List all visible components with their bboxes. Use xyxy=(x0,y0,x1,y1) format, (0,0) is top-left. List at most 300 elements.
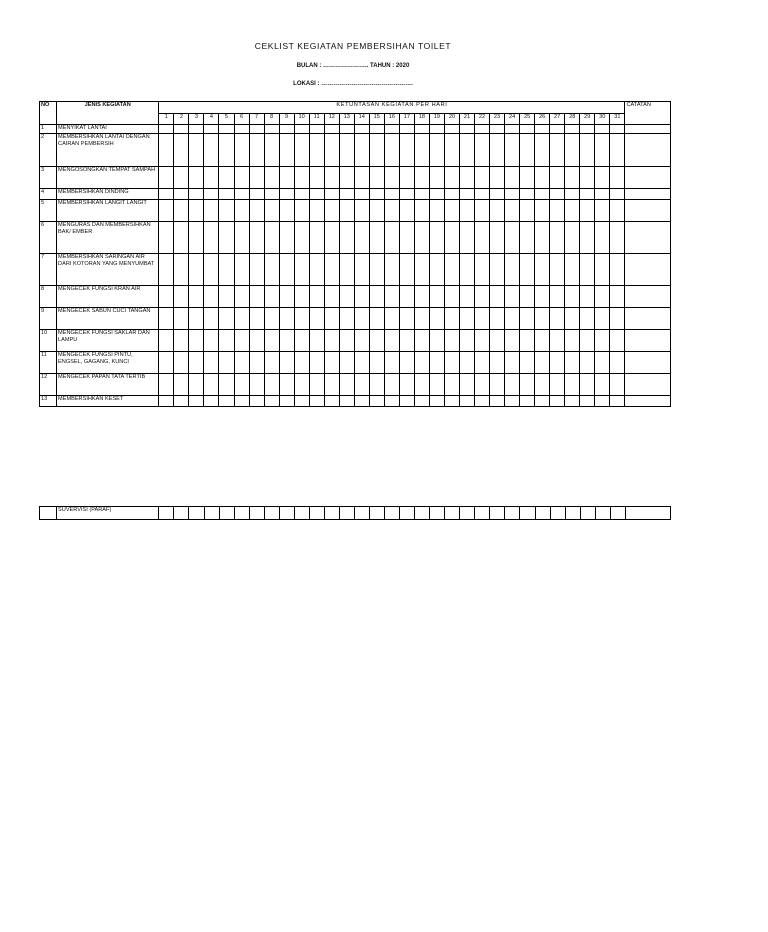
check-cell[interactable] xyxy=(520,125,535,134)
check-cell[interactable] xyxy=(354,396,369,407)
check-cell[interactable] xyxy=(490,134,505,167)
check-cell[interactable] xyxy=(324,222,339,254)
check-cell[interactable] xyxy=(264,167,279,189)
check-cell[interactable] xyxy=(459,374,474,396)
check-cell[interactable] xyxy=(174,352,189,374)
check-cell[interactable] xyxy=(159,134,174,167)
check-cell[interactable] xyxy=(444,167,459,189)
check-cell[interactable] xyxy=(429,308,444,330)
check-cell[interactable] xyxy=(249,330,264,352)
check-cell[interactable] xyxy=(369,125,384,134)
check-cell[interactable] xyxy=(444,222,459,254)
check-cell[interactable] xyxy=(505,222,520,254)
check-cell[interactable] xyxy=(475,167,490,189)
check-cell[interactable] xyxy=(459,396,474,407)
check-cell[interactable] xyxy=(610,352,625,374)
check-cell[interactable] xyxy=(189,286,204,308)
check-cell[interactable] xyxy=(309,134,324,167)
check-cell[interactable] xyxy=(264,396,279,407)
check-cell[interactable] xyxy=(279,352,294,374)
check-cell[interactable] xyxy=(459,222,474,254)
check-cell[interactable] xyxy=(429,254,444,286)
check-cell[interactable] xyxy=(565,134,580,167)
paraf-cell[interactable] xyxy=(354,507,369,520)
check-cell[interactable] xyxy=(414,352,429,374)
check-cell[interactable] xyxy=(219,134,234,167)
check-cell[interactable] xyxy=(219,286,234,308)
check-cell[interactable] xyxy=(475,189,490,200)
check-cell[interactable] xyxy=(520,200,535,222)
check-cell[interactable] xyxy=(249,189,264,200)
check-cell[interactable] xyxy=(444,286,459,308)
check-cell[interactable] xyxy=(550,396,565,407)
check-cell[interactable] xyxy=(279,200,294,222)
check-cell[interactable] xyxy=(535,352,550,374)
check-cell[interactable] xyxy=(234,330,249,352)
check-cell[interactable] xyxy=(565,396,580,407)
check-cell[interactable] xyxy=(174,374,189,396)
check-cell[interactable] xyxy=(324,167,339,189)
check-cell[interactable] xyxy=(354,330,369,352)
check-cell[interactable] xyxy=(159,308,174,330)
check-cell[interactable] xyxy=(535,308,550,330)
check-cell[interactable] xyxy=(174,308,189,330)
check-cell[interactable] xyxy=(610,374,625,396)
check-cell[interactable] xyxy=(279,330,294,352)
check-cell[interactable] xyxy=(444,308,459,330)
check-cell[interactable] xyxy=(354,308,369,330)
catatan-cell[interactable] xyxy=(625,167,671,189)
check-cell[interactable] xyxy=(459,200,474,222)
check-cell[interactable] xyxy=(204,396,219,407)
check-cell[interactable] xyxy=(565,200,580,222)
check-cell[interactable] xyxy=(309,308,324,330)
check-cell[interactable] xyxy=(565,352,580,374)
check-cell[interactable] xyxy=(369,200,384,222)
check-cell[interactable] xyxy=(189,189,204,200)
check-cell[interactable] xyxy=(490,167,505,189)
check-cell[interactable] xyxy=(535,222,550,254)
check-cell[interactable] xyxy=(234,308,249,330)
check-cell[interactable] xyxy=(414,308,429,330)
check-cell[interactable] xyxy=(324,352,339,374)
catatan-cell[interactable] xyxy=(625,374,671,396)
check-cell[interactable] xyxy=(339,125,354,134)
check-cell[interactable] xyxy=(234,222,249,254)
check-cell[interactable] xyxy=(309,352,324,374)
check-cell[interactable] xyxy=(369,222,384,254)
check-cell[interactable] xyxy=(204,374,219,396)
check-cell[interactable] xyxy=(565,189,580,200)
check-cell[interactable] xyxy=(610,222,625,254)
check-cell[interactable] xyxy=(204,254,219,286)
paraf-cell[interactable] xyxy=(595,507,610,520)
check-cell[interactable] xyxy=(264,374,279,396)
check-cell[interactable] xyxy=(414,134,429,167)
check-cell[interactable] xyxy=(249,222,264,254)
check-cell[interactable] xyxy=(249,125,264,134)
check-cell[interactable] xyxy=(429,134,444,167)
check-cell[interactable] xyxy=(339,200,354,222)
check-cell[interactable] xyxy=(580,200,595,222)
check-cell[interactable] xyxy=(354,167,369,189)
check-cell[interactable] xyxy=(610,167,625,189)
check-cell[interactable] xyxy=(189,125,204,134)
check-cell[interactable] xyxy=(294,330,309,352)
check-cell[interactable] xyxy=(475,200,490,222)
check-cell[interactable] xyxy=(429,189,444,200)
check-cell[interactable] xyxy=(610,189,625,200)
check-cell[interactable] xyxy=(565,308,580,330)
check-cell[interactable] xyxy=(339,167,354,189)
paraf-cell[interactable] xyxy=(309,507,324,520)
paraf-cell[interactable] xyxy=(535,507,550,520)
check-cell[interactable] xyxy=(279,254,294,286)
check-cell[interactable] xyxy=(204,330,219,352)
check-cell[interactable] xyxy=(580,330,595,352)
check-cell[interactable] xyxy=(354,286,369,308)
paraf-cell[interactable] xyxy=(264,507,279,520)
check-cell[interactable] xyxy=(580,134,595,167)
check-cell[interactable] xyxy=(505,286,520,308)
check-cell[interactable] xyxy=(279,189,294,200)
paraf-cell[interactable] xyxy=(234,507,249,520)
check-cell[interactable] xyxy=(339,286,354,308)
check-cell[interactable] xyxy=(490,254,505,286)
check-cell[interactable] xyxy=(309,125,324,134)
check-cell[interactable] xyxy=(444,189,459,200)
check-cell[interactable] xyxy=(444,200,459,222)
check-cell[interactable] xyxy=(324,396,339,407)
check-cell[interactable] xyxy=(414,330,429,352)
check-cell[interactable] xyxy=(595,254,610,286)
check-cell[interactable] xyxy=(535,330,550,352)
check-cell[interactable] xyxy=(520,189,535,200)
check-cell[interactable] xyxy=(475,374,490,396)
check-cell[interactable] xyxy=(234,374,249,396)
catatan-cell[interactable] xyxy=(625,308,671,330)
check-cell[interactable] xyxy=(369,134,384,167)
check-cell[interactable] xyxy=(414,374,429,396)
check-cell[interactable] xyxy=(324,286,339,308)
check-cell[interactable] xyxy=(444,254,459,286)
check-cell[interactable] xyxy=(279,396,294,407)
check-cell[interactable] xyxy=(490,396,505,407)
paraf-cell[interactable] xyxy=(339,507,354,520)
check-cell[interactable] xyxy=(535,254,550,286)
check-cell[interactable] xyxy=(369,308,384,330)
check-cell[interactable] xyxy=(429,222,444,254)
paraf-cell[interactable] xyxy=(400,507,415,520)
check-cell[interactable] xyxy=(520,254,535,286)
check-cell[interactable] xyxy=(429,396,444,407)
check-cell[interactable] xyxy=(384,374,399,396)
check-cell[interactable] xyxy=(354,189,369,200)
catatan-cell[interactable] xyxy=(625,254,671,286)
check-cell[interactable] xyxy=(204,286,219,308)
check-cell[interactable] xyxy=(384,308,399,330)
check-cell[interactable] xyxy=(264,330,279,352)
check-cell[interactable] xyxy=(174,222,189,254)
check-cell[interactable] xyxy=(159,374,174,396)
check-cell[interactable] xyxy=(369,352,384,374)
check-cell[interactable] xyxy=(159,286,174,308)
check-cell[interactable] xyxy=(249,374,264,396)
check-cell[interactable] xyxy=(294,308,309,330)
check-cell[interactable] xyxy=(550,134,565,167)
check-cell[interactable] xyxy=(490,352,505,374)
check-cell[interactable] xyxy=(324,189,339,200)
check-cell[interactable] xyxy=(279,374,294,396)
check-cell[interactable] xyxy=(294,352,309,374)
catatan-cell[interactable] xyxy=(625,330,671,352)
check-cell[interactable] xyxy=(550,286,565,308)
check-cell[interactable] xyxy=(339,308,354,330)
check-cell[interactable] xyxy=(264,200,279,222)
check-cell[interactable] xyxy=(429,330,444,352)
check-cell[interactable] xyxy=(384,125,399,134)
check-cell[interactable] xyxy=(595,167,610,189)
check-cell[interactable] xyxy=(505,200,520,222)
check-cell[interactable] xyxy=(234,396,249,407)
check-cell[interactable] xyxy=(414,222,429,254)
check-cell[interactable] xyxy=(324,134,339,167)
check-cell[interactable] xyxy=(580,254,595,286)
paraf-cell[interactable] xyxy=(219,507,234,520)
check-cell[interactable] xyxy=(219,189,234,200)
check-cell[interactable] xyxy=(459,254,474,286)
check-cell[interactable] xyxy=(249,167,264,189)
check-cell[interactable] xyxy=(520,286,535,308)
check-cell[interactable] xyxy=(204,167,219,189)
check-cell[interactable] xyxy=(550,330,565,352)
check-cell[interactable] xyxy=(174,167,189,189)
check-cell[interactable] xyxy=(384,167,399,189)
check-cell[interactable] xyxy=(159,352,174,374)
check-cell[interactable] xyxy=(369,330,384,352)
check-cell[interactable] xyxy=(189,222,204,254)
check-cell[interactable] xyxy=(294,286,309,308)
check-cell[interactable] xyxy=(550,254,565,286)
check-cell[interactable] xyxy=(324,308,339,330)
check-cell[interactable] xyxy=(444,134,459,167)
check-cell[interactable] xyxy=(369,167,384,189)
check-cell[interactable] xyxy=(580,125,595,134)
check-cell[interactable] xyxy=(399,189,414,200)
check-cell[interactable] xyxy=(324,125,339,134)
check-cell[interactable] xyxy=(249,254,264,286)
check-cell[interactable] xyxy=(309,374,324,396)
check-cell[interactable] xyxy=(294,167,309,189)
supervisi-catatan-cell[interactable] xyxy=(625,507,670,520)
check-cell[interactable] xyxy=(354,200,369,222)
check-cell[interactable] xyxy=(174,134,189,167)
check-cell[interactable] xyxy=(189,134,204,167)
check-cell[interactable] xyxy=(580,352,595,374)
check-cell[interactable] xyxy=(204,222,219,254)
check-cell[interactable] xyxy=(204,352,219,374)
check-cell[interactable] xyxy=(204,125,219,134)
check-cell[interactable] xyxy=(294,222,309,254)
check-cell[interactable] xyxy=(610,254,625,286)
check-cell[interactable] xyxy=(610,125,625,134)
check-cell[interactable] xyxy=(354,222,369,254)
check-cell[interactable] xyxy=(429,167,444,189)
check-cell[interactable] xyxy=(219,374,234,396)
check-cell[interactable] xyxy=(505,352,520,374)
check-cell[interactable] xyxy=(234,352,249,374)
check-cell[interactable] xyxy=(505,254,520,286)
paraf-cell[interactable] xyxy=(294,507,309,520)
check-cell[interactable] xyxy=(384,222,399,254)
check-cell[interactable] xyxy=(339,330,354,352)
check-cell[interactable] xyxy=(249,396,264,407)
check-cell[interactable] xyxy=(294,125,309,134)
check-cell[interactable] xyxy=(475,125,490,134)
check-cell[interactable] xyxy=(294,374,309,396)
check-cell[interactable] xyxy=(189,330,204,352)
check-cell[interactable] xyxy=(279,286,294,308)
check-cell[interactable] xyxy=(459,286,474,308)
paraf-cell[interactable] xyxy=(159,507,174,520)
check-cell[interactable] xyxy=(565,254,580,286)
check-cell[interactable] xyxy=(565,125,580,134)
check-cell[interactable] xyxy=(189,374,204,396)
check-cell[interactable] xyxy=(369,254,384,286)
check-cell[interactable] xyxy=(444,330,459,352)
check-cell[interactable] xyxy=(399,254,414,286)
check-cell[interactable] xyxy=(490,222,505,254)
check-cell[interactable] xyxy=(475,352,490,374)
check-cell[interactable] xyxy=(249,352,264,374)
check-cell[interactable] xyxy=(294,200,309,222)
paraf-cell[interactable] xyxy=(460,507,475,520)
check-cell[interactable] xyxy=(384,254,399,286)
check-cell[interactable] xyxy=(490,374,505,396)
check-cell[interactable] xyxy=(294,396,309,407)
check-cell[interactable] xyxy=(505,374,520,396)
check-cell[interactable] xyxy=(174,200,189,222)
check-cell[interactable] xyxy=(444,374,459,396)
check-cell[interactable] xyxy=(324,200,339,222)
check-cell[interactable] xyxy=(219,330,234,352)
check-cell[interactable] xyxy=(279,134,294,167)
check-cell[interactable] xyxy=(444,125,459,134)
check-cell[interactable] xyxy=(309,396,324,407)
check-cell[interactable] xyxy=(505,396,520,407)
check-cell[interactable] xyxy=(550,189,565,200)
check-cell[interactable] xyxy=(580,189,595,200)
check-cell[interactable] xyxy=(339,134,354,167)
check-cell[interactable] xyxy=(174,286,189,308)
check-cell[interactable] xyxy=(429,374,444,396)
check-cell[interactable] xyxy=(610,308,625,330)
check-cell[interactable] xyxy=(264,308,279,330)
paraf-cell[interactable] xyxy=(580,507,595,520)
paraf-cell[interactable] xyxy=(520,507,535,520)
check-cell[interactable] xyxy=(234,167,249,189)
check-cell[interactable] xyxy=(294,134,309,167)
check-cell[interactable] xyxy=(535,167,550,189)
check-cell[interactable] xyxy=(234,200,249,222)
catatan-cell[interactable] xyxy=(625,286,671,308)
check-cell[interactable] xyxy=(309,189,324,200)
check-cell[interactable] xyxy=(535,134,550,167)
check-cell[interactable] xyxy=(204,134,219,167)
check-cell[interactable] xyxy=(535,200,550,222)
check-cell[interactable] xyxy=(399,125,414,134)
check-cell[interactable] xyxy=(234,254,249,286)
check-cell[interactable] xyxy=(294,254,309,286)
check-cell[interactable] xyxy=(354,125,369,134)
check-cell[interactable] xyxy=(505,134,520,167)
check-cell[interactable] xyxy=(249,200,264,222)
catatan-cell[interactable] xyxy=(625,396,671,407)
check-cell[interactable] xyxy=(595,352,610,374)
check-cell[interactable] xyxy=(505,308,520,330)
check-cell[interactable] xyxy=(535,125,550,134)
check-cell[interactable] xyxy=(309,222,324,254)
check-cell[interactable] xyxy=(354,374,369,396)
check-cell[interactable] xyxy=(249,308,264,330)
check-cell[interactable] xyxy=(459,134,474,167)
check-cell[interactable] xyxy=(324,254,339,286)
check-cell[interactable] xyxy=(339,254,354,286)
check-cell[interactable] xyxy=(204,308,219,330)
check-cell[interactable] xyxy=(339,222,354,254)
check-cell[interactable] xyxy=(174,125,189,134)
check-cell[interactable] xyxy=(595,286,610,308)
check-cell[interactable] xyxy=(490,330,505,352)
check-cell[interactable] xyxy=(279,125,294,134)
check-cell[interactable] xyxy=(264,352,279,374)
check-cell[interactable] xyxy=(219,254,234,286)
check-cell[interactable] xyxy=(520,396,535,407)
check-cell[interactable] xyxy=(384,189,399,200)
paraf-cell[interactable] xyxy=(550,507,565,520)
paraf-cell[interactable] xyxy=(385,507,400,520)
check-cell[interactable] xyxy=(399,222,414,254)
check-cell[interactable] xyxy=(475,134,490,167)
check-cell[interactable] xyxy=(595,189,610,200)
check-cell[interactable] xyxy=(414,396,429,407)
check-cell[interactable] xyxy=(174,330,189,352)
check-cell[interactable] xyxy=(550,374,565,396)
check-cell[interactable] xyxy=(279,222,294,254)
check-cell[interactable] xyxy=(264,222,279,254)
paraf-cell[interactable] xyxy=(174,507,189,520)
check-cell[interactable] xyxy=(565,222,580,254)
check-cell[interactable] xyxy=(309,200,324,222)
catatan-cell[interactable] xyxy=(625,189,671,200)
check-cell[interactable] xyxy=(475,396,490,407)
check-cell[interactable] xyxy=(309,254,324,286)
check-cell[interactable] xyxy=(219,222,234,254)
check-cell[interactable] xyxy=(490,308,505,330)
check-cell[interactable] xyxy=(595,396,610,407)
check-cell[interactable] xyxy=(339,396,354,407)
paraf-cell[interactable] xyxy=(415,507,430,520)
check-cell[interactable] xyxy=(384,134,399,167)
check-cell[interactable] xyxy=(520,374,535,396)
check-cell[interactable] xyxy=(399,396,414,407)
check-cell[interactable] xyxy=(249,286,264,308)
paraf-cell[interactable] xyxy=(189,507,204,520)
paraf-cell[interactable] xyxy=(505,507,520,520)
check-cell[interactable] xyxy=(204,189,219,200)
check-cell[interactable] xyxy=(384,330,399,352)
check-cell[interactable] xyxy=(309,286,324,308)
